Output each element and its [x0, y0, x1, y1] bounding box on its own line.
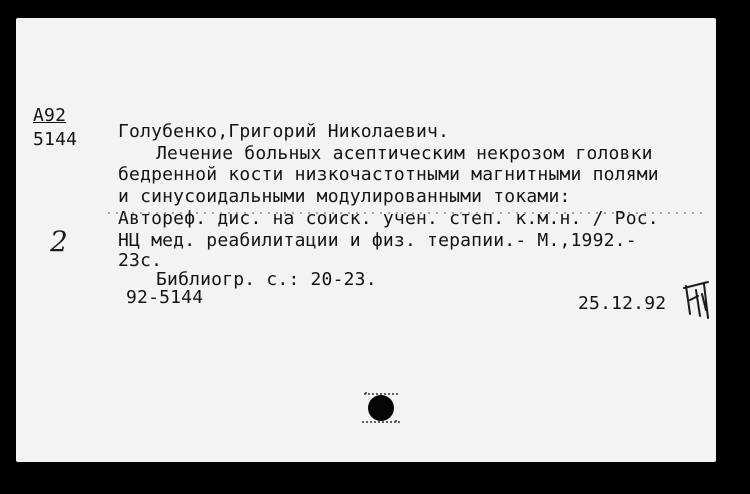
bibliography-note: Библиогр. с.: 20-23.	[156, 269, 377, 290]
title-line-5: НЦ мед. реабилитации и физ. терапии.- М.,1992.-	[118, 230, 637, 251]
handwritten-mark: 2	[50, 225, 68, 258]
title-line-2: бедренной кости низкочастотными магнитными полями	[118, 164, 659, 185]
date-stamp: 25.12.92	[578, 293, 667, 314]
title-line-6: 23с.	[118, 250, 163, 271]
initials-stamp	[680, 280, 712, 320]
shelf-code: А92	[33, 105, 67, 126]
shelf-number: 5144	[33, 129, 78, 150]
title-line-3: и синусоидальными модулированными токами:	[118, 186, 571, 207]
catalog-card	[16, 18, 716, 462]
title-line-1: Лечение больных асептическим некрозом головки	[156, 143, 653, 164]
dotted-line	[108, 210, 708, 216]
punch-hole-icon	[356, 388, 406, 428]
title-line-4: Автореф. дис. на соиск. учен. степ. к.м.н. / Рос.	[118, 208, 659, 229]
author-heading: Голубенко,Григорий Николаевич.	[118, 121, 450, 142]
accession-number: 92-5144	[126, 287, 204, 308]
